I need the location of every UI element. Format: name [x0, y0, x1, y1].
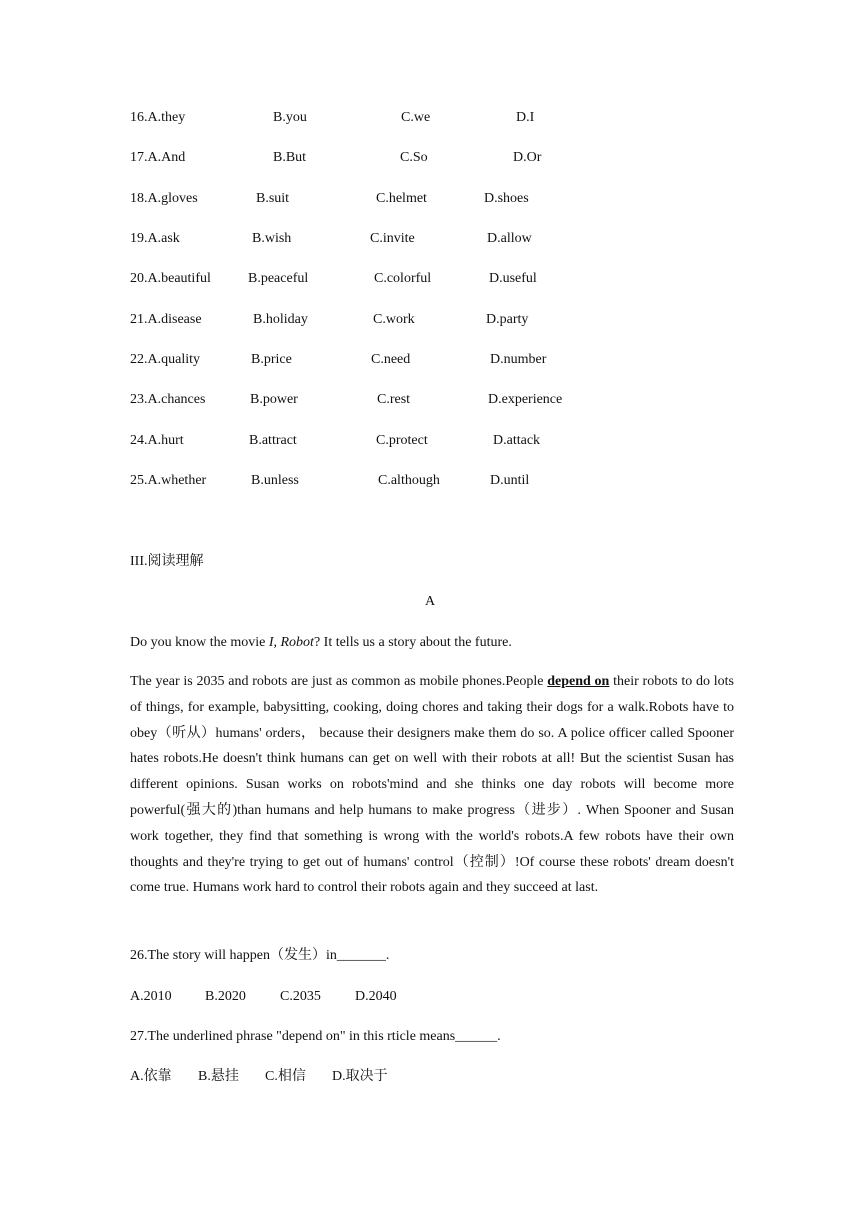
option-d: D.2040: [355, 989, 397, 1004]
option-d: D.allow: [487, 231, 532, 246]
option-b: B.attract: [249, 433, 297, 448]
option-d: D.取决于: [332, 1069, 388, 1084]
option-a: 24.A.hurt: [130, 433, 184, 448]
option-a: A.依靠: [130, 1069, 172, 1084]
option-a: A.2010: [130, 989, 172, 1004]
question-26-stem: 26.The story will happen（发生）in_______.: [130, 948, 390, 963]
option-b: B.unless: [251, 473, 299, 488]
option-c: C.So: [400, 150, 428, 165]
option-d: D.useful: [489, 271, 537, 286]
passage-after: their robots to do lots of things, for example, babysitting, cooking, doing chores and taking their dogs for a walk.Robots have to obey（听从）humans' orders， because their designers make them do so. A police officer called Spooner hates robots.He doesn't think humans can get on well with their robots at all! But the scientist Susan has different opinions. Susan works on robots'mind and she thinks one day robots will become more powerful(强大的)than humans and help humans to make progress（进步）. When Spooner and Susan work together, they find that something is wrong with the world's robots.A few robots have their own thoughts and they're trying to get out of humans' control（控制）!Of course these robots' dream doesn't come true. Humans work hard to control their robots again and they succeed at last.: [130, 674, 734, 896]
option-d: D.party: [486, 312, 529, 327]
intro-line: [130, 634, 512, 652]
section-title: III.阅读理解: [130, 554, 204, 569]
option-a: 22.A.quality: [130, 352, 200, 367]
option-a: 20.A.beautiful: [130, 271, 211, 286]
option-c: C.rest: [377, 392, 411, 407]
option-b: B.you: [273, 110, 307, 125]
option-d: D.Or: [513, 150, 542, 165]
option-b: B.price: [251, 352, 292, 367]
option-c: C.2035: [280, 989, 321, 1004]
option-d: D.experience: [488, 392, 563, 407]
option-b: B.2020: [205, 989, 246, 1004]
passage-label: A: [425, 594, 436, 609]
option-c: C.helmet: [376, 191, 427, 206]
option-b: B.holiday: [253, 312, 308, 327]
option-b: B.But: [273, 150, 307, 165]
option-d: D.until: [490, 473, 530, 488]
underlined-phrase: depend on: [547, 674, 610, 689]
option-c: C.we: [401, 110, 431, 125]
option-a: 16.A.they: [130, 110, 186, 125]
option-c: C.protect: [376, 433, 428, 448]
intro-after: ? It tells us a story about the future.: [313, 635, 512, 650]
option-d: D.shoes: [484, 191, 529, 206]
option-c: C.invite: [370, 231, 415, 246]
option-d: D.I: [516, 110, 535, 125]
option-b: B.peaceful: [248, 271, 309, 286]
option-c: C.work: [373, 312, 415, 327]
option-a: 25.A.whether: [130, 473, 207, 488]
movie-title: I, Robot: [268, 635, 314, 650]
option-a: 18.A.gloves: [130, 191, 198, 206]
question-27-stem: 27.The underlined phrase "depend on" in this rticle means______.: [130, 1029, 501, 1044]
option-b: B.悬挂: [198, 1069, 239, 1084]
option-a: 21.A.disease: [130, 312, 202, 327]
option-c: C.need: [371, 352, 411, 367]
option-a: 19.A.ask: [130, 231, 180, 246]
option-b: B.suit: [256, 191, 290, 206]
option-c: C.相信: [265, 1069, 306, 1084]
option-a: 23.A.chances: [130, 392, 206, 407]
option-d: D.number: [490, 352, 547, 367]
intro-before: Do you know the movie: [130, 635, 269, 650]
passage-paragraph: [130, 669, 734, 901]
passage-before: The year is 2035 and robots are just as common as mobile phones.People: [130, 674, 548, 689]
option-a: 17.A.And: [130, 150, 186, 165]
option-c: C.although: [378, 473, 440, 488]
option-d: D.attack: [493, 433, 541, 448]
option-b: B.wish: [252, 231, 292, 246]
option-b: B.power: [250, 392, 298, 407]
option-c: C.colorful: [374, 271, 432, 286]
